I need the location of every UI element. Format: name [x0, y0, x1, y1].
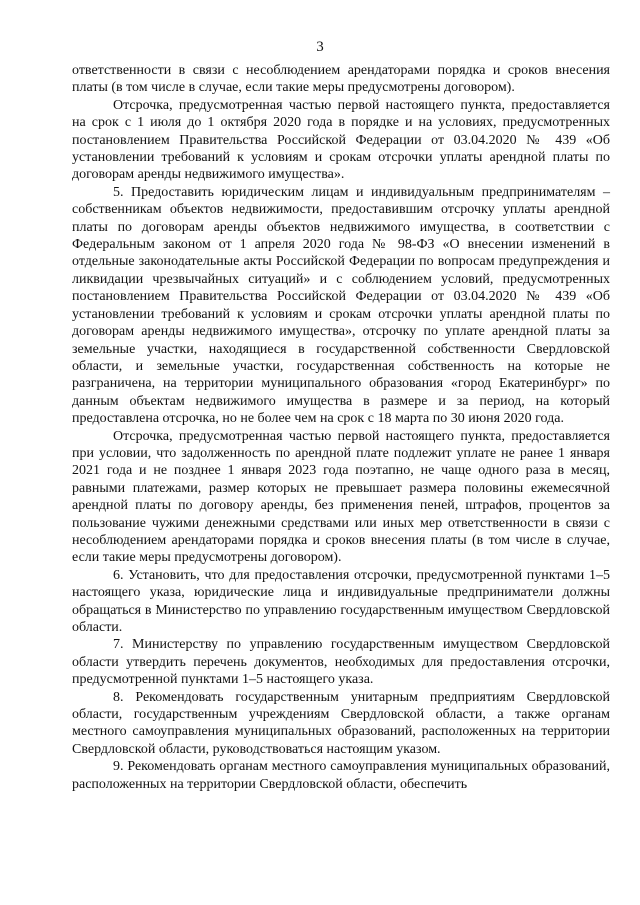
paragraph-deferral-conditions: Отсрочка, предусмотренная частью первой настоящего пункта, предоставляется при условии, что задолженность по арендной плате подлежит уплате не ранее 1 января 2021 года и не позднее 1 января 2023 года поэтапно, не чаще одного раза в месяц, равными платежами, размер которых не превышает размера половины ежемесячной арендной платы по договору аренды, без применения пеней, штрафов, процентов за пользование чужими денежными средствами или иных мер ответственности в связи с несоблюдением арендаторами порядка и сроков внесения платы (в том числе в случае, если такие меры предусмотрены договором).: [72, 428, 610, 566]
paragraph-item-8: 8. Рекомендовать государственным унитарным предприятиям Свердловской области, государственным учреждениям Свердловской области, а также органам местного самоуправления муниципальных образований, расположенных на территории Свердловской области, руководствоваться настоящим указом.: [72, 689, 610, 757]
paragraph-item-7: 7. Министерству по управлению государственным имуществом Свердловской области утвердить перечень документов, необходимых для предоставления отсрочки, предусмотренной пунктами 1–5 настоящего указа.: [72, 637, 610, 688]
paragraph-item-9: 9. Рекомендовать органам местного самоуправления муниципальных образований, расположенных на территории Свердловской области, обеспечить: [72, 759, 610, 792]
paragraph-continuation: ответственности в связи с несоблюдением арендаторами порядка и сроков внесения платы (в том числе в случае, если такие меры предусмотрены договором).: [72, 63, 610, 96]
paragraph-item-5: 5. Предоставить юридическим лицам и индивидуальным предпринимателям – собственникам объектов недвижимости, предоставившим отсрочку уплаты арендной платы по договорам аренды объектов недвижимого имущества, в соответствии с Федеральным законом от 1 апреля 2020 года № 98-ФЗ «О внесении изменений в отдельные законодательные акты Российской Федерации по вопросам предупреждения и ликвидации чрезвычайных ситуаций» и с соблюдением условий, предусмотренных постановлением Правительства Российской Федерации от 03.04.2020 № 439 «Об установлении требований к условиям и срокам отсрочки уплаты арендной платы по договорам аренды недвижимого имущества», отсрочку по уплате арендной платы за земельные участки, находящиеся в государственной собственности Свердловской области, и земельные участки, государственная собственность на которые не разграничена, на территории муниципального образования «город Екатеринбург» по данным объектам недвижимого имущества в размере и за период, на который предоставлена отсрочка, но не более чем на срок с 18 марта по 30 июня 2020 года.: [72, 184, 610, 427]
paragraph-deferral-terms: Отсрочка, предусмотренная частью первой настоящего пункта, предоставляется на срок с 1 июля до 1 октября 2020 года в порядке и на условиях, предусмотренных постановлением Правительства Российской Федерации от 03.04.2020 № 439 «Об установлении требований к условиям и срокам отсрочки уплаты арендной платы по договорам аренды недвижимого имущества».: [72, 97, 610, 183]
document-body: [72, 62, 610, 793]
page-number: 3: [316, 39, 324, 55]
paragraph-item-6: 6. Установить, что для предоставления отсрочки, предусмотренной пунктами 1–5 настоящего указа, юридические лица и индивидуальные предприниматели должны обращаться в Министерство по управлению государственным имуществом Свердловской области.: [72, 567, 610, 635]
